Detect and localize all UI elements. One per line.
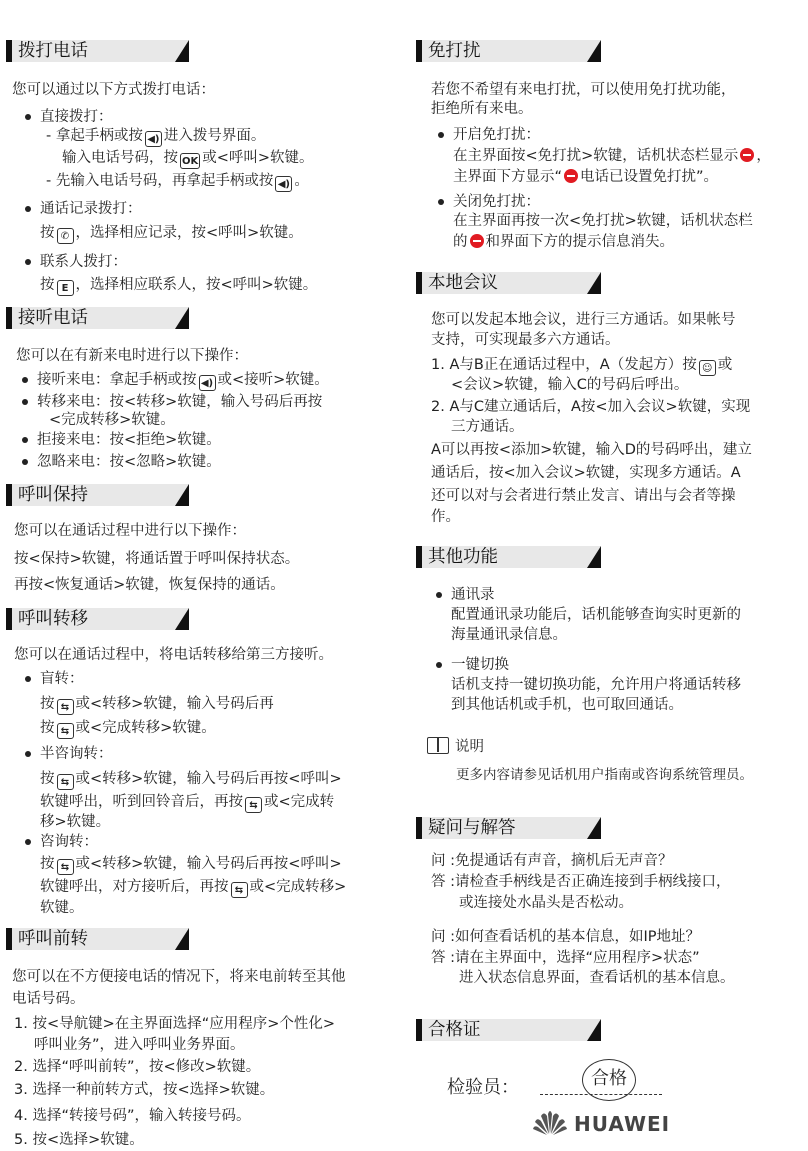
conf-intro-1: 您可以发起本地会议，进行三方通话。如果帐号 — [431, 312, 736, 328]
faq-answer-2-cont: 进入状态信息界面，查看话机的基本信息。 — [459, 970, 735, 986]
contacts-feature-label: 通讯录 — [451, 585, 495, 606]
section-header-conference — [416, 272, 601, 294]
blind-transfer-label: 盲转： — [40, 669, 84, 690]
answer-item-1: 接听来电：拿起手柄或按 ◀) 或<接听>软键。 — [37, 370, 329, 391]
faq-question-1: 问 :免提通话有声音，摘机后无声音？ — [431, 853, 673, 869]
hold-intro: 您可以在通话过程中进行以下操作： — [14, 523, 246, 539]
semi-consult-step1: 按 ⇆ 或<转移>软键，输入号码后再按<呼叫> — [40, 771, 342, 788]
section-title: 拨打电话 — [18, 41, 88, 61]
forward-step-4: 4. 选择“转接号码”，输入转接号码。 — [14, 1108, 251, 1124]
dnd-off-label: 关闭免打扰： — [453, 192, 540, 213]
hold-line-2: 再按<恢复通话>软键，恢复保持的通话。 — [14, 577, 285, 593]
header-slash-decoration — [175, 40, 189, 62]
huawei-logo-text: HUAWEI — [574, 1112, 671, 1136]
note-label: 说明 — [455, 739, 484, 755]
transfer-key-icon: ⇆ — [245, 797, 262, 813]
answer-item-3: 拒接来电：按<拒绝>软键。 — [37, 430, 221, 451]
conf-step-1: 1. A与B正在通话过程中，A（发起方）按 ☺ 或 — [431, 357, 733, 374]
speaker-key-icon: ◀) — [199, 375, 216, 391]
contact-dial-step: 按 E ，选择相应联系人，按<呼叫>软键。 — [40, 277, 318, 294]
answer-intro: 您可以在有新来电时进行以下操作： — [16, 348, 248, 364]
dial-intro: 您可以通过以下方式拨打电话： — [12, 82, 215, 98]
section-title: 本地会议 — [428, 273, 498, 293]
contacts-key-icon: E — [57, 280, 74, 296]
conf-intro-2: 支持，可实现最多六方通话。 — [431, 332, 620, 348]
section-header-answer — [6, 307, 189, 329]
hold-line-1: 按<保持>软键，将通话置于呼叫保持状态。 — [14, 551, 300, 567]
section-header-forward — [6, 928, 189, 950]
section-title: 呼叫转移 — [18, 609, 88, 629]
blind-transfer-step2: 按 ⇆ 或<完成转移>软键。 — [40, 720, 216, 737]
direct-dial-step2: 输入电话号码，按 OK 或<呼叫>软键。 — [62, 150, 314, 167]
section-title: 疑问与解答 — [428, 818, 516, 838]
switch-feature-label: 一键切换 — [451, 655, 509, 676]
conf-para-3: 还可以对与会者进行禁止发言、请出与会者等操 — [431, 488, 736, 504]
blind-transfer-step1: 按 ⇆ 或<转移>软键，输入号码后再 — [40, 696, 274, 713]
section-header-other — [416, 546, 601, 568]
conf-para-1: A可以再按<添加>软键，输入D的号码呼出，建立 — [431, 442, 752, 458]
header-slash-decoration — [587, 272, 601, 294]
header-slash-decoration — [587, 817, 601, 839]
section-title: 接听电话 — [18, 308, 88, 328]
answer-item-2-cont: <完成转移>软键。 — [49, 412, 175, 428]
consult-transfer-step1: 按 ⇆ 或<转移>软键，输入号码后再按<呼叫> — [40, 856, 342, 873]
answer-item-4: 忽略来电：按<忽略>软键。 — [37, 452, 221, 473]
contacts-feature-line-2: 海量通讯录信息。 — [451, 627, 567, 643]
semi-consult-label: 半咨询转： — [40, 744, 113, 765]
dnd-off-line-1: 在主界面再按一次<免打扰>软键，话机状态栏 — [453, 213, 753, 229]
forward-intro-1: 您可以在不方便接电话的情况下，将来电前转至其他 — [12, 969, 346, 985]
forward-step-3: 3. 选择一种前转方式，按<选择>软键。 — [14, 1082, 275, 1098]
forward-step-1-cont: 呼叫业务”，进入呼叫业务界面。 — [34, 1037, 245, 1053]
direct-dial-label: 直接拨打： — [40, 107, 113, 128]
dnd-intro-1: 若您不希望有来电打扰，可以使用免打扰功能， — [431, 82, 736, 98]
consult-transfer-label: 咨询转： — [40, 832, 98, 853]
call-log-step: 按 ✆ ，选择相应记录，按<呼叫>软键。 — [40, 225, 303, 242]
inspector-label: 检验员： — [447, 1077, 519, 1098]
dnd-on-line-2: 主界面下方显示“ 电话已设置免打扰”。 — [453, 169, 719, 185]
header-slash-decoration — [175, 307, 189, 329]
forward-intro-2: 电话号码。 — [12, 991, 85, 1007]
section-header-transfer — [6, 608, 189, 630]
semi-consult-step2: 软键呼出，听到回铃音后，再按 ⇆ 或<完成转 — [40, 794, 335, 811]
conf-step-2-cont: 三方通话。 — [451, 419, 524, 435]
switch-feature-line-2: 到其他话机或手机，也可取回通话。 — [451, 697, 683, 713]
qualified-seal: 合格 — [582, 1059, 636, 1101]
dnd-status-icon — [564, 169, 578, 183]
call-log-label: 通话记录拨打： — [40, 199, 142, 220]
transfer-key-icon: ⇆ — [57, 859, 74, 875]
section-title: 呼叫保持 — [18, 485, 88, 505]
faq-answer-1: 答 :请检查手柄线是否正确连接到手柄线接口， — [431, 874, 731, 890]
section-header-dial — [6, 40, 189, 62]
dnd-status-icon — [740, 148, 754, 162]
section-header-dnd — [416, 40, 601, 62]
dnd-on-line-1: 在主界面按<免打扰>软键，话机状态栏显示 ， — [453, 148, 771, 164]
dnd-intro-2: 拒绝所有来电。 — [431, 101, 533, 117]
call-log-key-icon: ✆ — [57, 228, 74, 244]
faq-answer-1-cont: 或连接处水晶头是否松动。 — [459, 895, 633, 911]
faq-question-2: 问 :如何查看话机的基本信息，如IP地址？ — [431, 929, 701, 945]
direct-dial-step1: - 拿起手柄或按 ◀) 进入拨号界面。 — [46, 128, 266, 145]
forward-step-1: 1. 按<导航键>在主界面选择“应用程序>个性化> — [14, 1016, 336, 1032]
dnd-off-line-2: 的 和界面下方的提示信息消失。 — [453, 234, 674, 250]
conf-para-4: 作。 — [431, 509, 460, 525]
section-title: 免打扰 — [428, 41, 481, 61]
consult-transfer-step3: 软键。 — [40, 900, 84, 916]
note-text: 更多内容请参见话机用户指南或咨询系统管理员。 — [456, 767, 753, 783]
transfer-key-icon: ⇆ — [57, 723, 74, 739]
forward-step-5: 5. 按<选择>软键。 — [14, 1132, 144, 1148]
conf-step-1-cont: <会议>软键，输入C的号码后呼出。 — [451, 377, 689, 393]
section-header-certificate — [416, 1019, 601, 1041]
answer-item-2: 转移来电：按<转移>软键，输入号码后再按 — [37, 392, 322, 413]
semi-consult-step3: 移>软键。 — [40, 814, 111, 830]
transfer-key-icon: ⇆ — [231, 882, 248, 898]
faq-answer-2: 答 :请在主界面中，选择“应用程序>状态” — [431, 950, 700, 966]
direct-dial-step3: - 先输入电话号码，再拿起手柄或按 ◀) 。 — [46, 173, 309, 190]
huawei-logo-icon — [532, 1106, 568, 1136]
speaker-key-icon: ◀) — [275, 176, 292, 192]
section-header-faq — [416, 817, 601, 839]
note-book-icon — [427, 737, 449, 754]
contacts-feature-line-1: 配置通讯录功能后，话机能够查询实时更新的 — [451, 607, 741, 623]
speaker-key-icon: ◀) — [145, 131, 162, 147]
forward-step-2: 2. 选择“呼叫前转”，按<修改>软键。 — [14, 1059, 261, 1075]
ok-key-icon: OK — [180, 153, 200, 169]
conf-step-2: 2. A与C建立通话后，A按<加入会议>软键，实现 — [431, 399, 751, 415]
consult-transfer-step2: 软键呼出，对方接听后，再按 ⇆ 或<完成转移> — [40, 879, 347, 896]
section-title: 其他功能 — [428, 547, 498, 567]
header-slash-decoration — [175, 608, 189, 630]
header-slash-decoration — [587, 1019, 601, 1041]
dnd-status-icon — [470, 234, 484, 248]
contact-dial-label: 联系人拨打： — [40, 252, 127, 273]
section-title: 合格证 — [428, 1020, 481, 1040]
header-slash-decoration — [587, 546, 601, 568]
section-title: 呼叫前转 — [18, 929, 88, 949]
transfer-key-icon: ⇆ — [57, 774, 74, 790]
header-slash-decoration — [175, 484, 189, 506]
header-slash-decoration — [175, 928, 189, 950]
transfer-intro: 您可以在通话过程中，将电话转移给第三方接听。 — [14, 647, 333, 663]
transfer-key-icon: ⇆ — [57, 699, 74, 715]
section-header-hold — [6, 484, 189, 506]
switch-feature-line-1: 话机支持一键切换功能，允许用户将通话转移 — [451, 677, 741, 693]
conf-para-2: 通话后，按<加入会议>软键，实现多方通话。A — [431, 465, 741, 481]
inspector-signature-line — [540, 1094, 662, 1095]
conference-key-icon: ☺ — [699, 360, 716, 376]
header-slash-decoration — [587, 40, 601, 62]
dnd-on-label: 开启免打扰： — [453, 125, 540, 146]
